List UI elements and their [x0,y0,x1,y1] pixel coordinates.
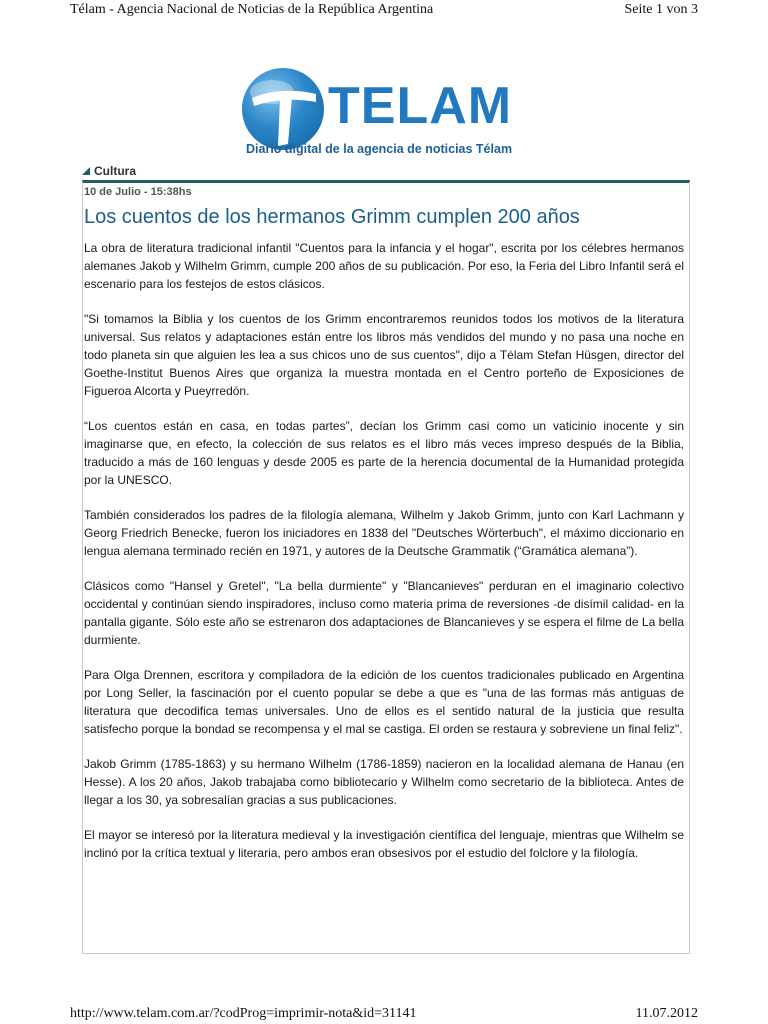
print-source-url[interactable]: http://www.telam.com.ar/?codProg=imprimir-nota&id=31141 [70,1006,417,1021]
print-header [70,0,698,20]
article-dateline: 10 de Julio - 15:38hs [84,186,192,198]
print-date: 11.07.2012 [635,1006,698,1021]
globe-icon [242,68,324,150]
triangle-icon [82,167,90,175]
section-label[interactable] [82,164,136,178]
logo-tagline: Diario digital de la agencia de noticias Télam [246,142,513,156]
article-paragraph: Jakob Grimm (1785-1863) y su hermano Wilhelm (1786-1859) nacieron en la localidad alemana de Hanau (en Hesse). A los 20 años, Jakob trabajaba como bibliotecario y Wilhelm como secretario de la biblioteca. Antes de llegar a los 30, ya sobresalían gracias a sus publicaciones. [84,757,684,807]
article-body [84,239,684,879]
print-footer [70,1004,698,1024]
print-page-count: Seite 1 von 3 [624,2,698,17]
telam-logo[interactable] [242,66,532,162]
article-paragraph: El mayor se interesó por la literatura medieval y la investigación científica del lenguaje, mientras que Wilhelm se inclinó por la crítica textual y literaria, pero ambos eran obsesivos por el estudio del folclore y la filología. [84,828,684,860]
section-label-text: Cultura [94,164,136,178]
article-paragraph: También considerados los padres de la filología alemana, Wilhelm y Jakob Grimm, junto con Karl Lachmann y Georg Friedrich Benecke, fueron los iniciadores en 1838 del "Deutsches Wörterbuch", el máximo diccionario en lengua alemana terminado recién en 1971, y autores de la Deutsche Grammatik (“Gramática alemana”). [84,508,684,558]
article-headline: Los cuentos de los hermanos Grimm cumplen 200 años [84,206,580,228]
article-paragraph: “Los cuentos están en casa, en todas partes”, decían los Grimm casi como un vaticinio inocente y sin imaginarse que, en efecto, la colección de sus relatos es el libro más veces impreso después de la Biblia, traducido a más de 160 lenguas y desde 2005 es parte de la herencia documental de la Humanidad protegida por la UNESCO. [84,419,684,487]
article-paragraph: Para Olga Drennen, escritora y compiladora de la edición de los cuentos tradicionales publicado en Argentina por Long Seller, la fascinación por el cuento popular se debe a que es "una de las formas más antiguas de literatura que decodifica temas universales. Uno de ellos es el sentido natural de la justicia que resulta satisfecho porque la bondad se recompensa y el mal se castiga. El orden se restaura y sobreviene un final feliz". [84,668,684,736]
article-paragraph: Clásicos como "Hansel y Gretel", "La bella durmiente" y "Blancanieves" perduran en el imaginario colectivo occidental y continúan siendo inspiradores, incluso como materia prima de reversiones -de disímil calidad- en la pantalla gigante. Sólo este año se estrenaron dos adaptaciones de Blancanieves y se espera el filme de La bella durmiente. [84,579,684,647]
article-paragraph: "Si tomamos la Biblia y los cuentos de los Grimm encontraremos reunidos todos los motivos de la literatura universal. Sus relatos y adaptaciones están entre los libros más vendidos del mundo y no pasa una noche en todo planeta sin que alguien les lea a sus chicos uno de sus cuentos", dijo a Télam Stefan Hüsgen, director del Goethe-Institut Buenos Aires que organiza la muestra montada en el Centro porteño de Exposiciones de Figueroa Alcorta y Pueyrredón. [84,312,684,398]
print-page-title: Télam - Agencia Nacional de Noticias de la República Argentina [70,2,434,17]
article-paragraph: La obra de literatura tradicional infantil "Cuentos para la infancia y el hogar", escrita por los célebres hermanos alemanes Jakob y Wilhelm Grimm, cumple 200 años de su publicación. Por eso, la Feria del Libro Infantil será el escenario para los festejos de estos clásicos. [84,241,684,291]
logo-wordmark: TELAM [328,77,513,135]
